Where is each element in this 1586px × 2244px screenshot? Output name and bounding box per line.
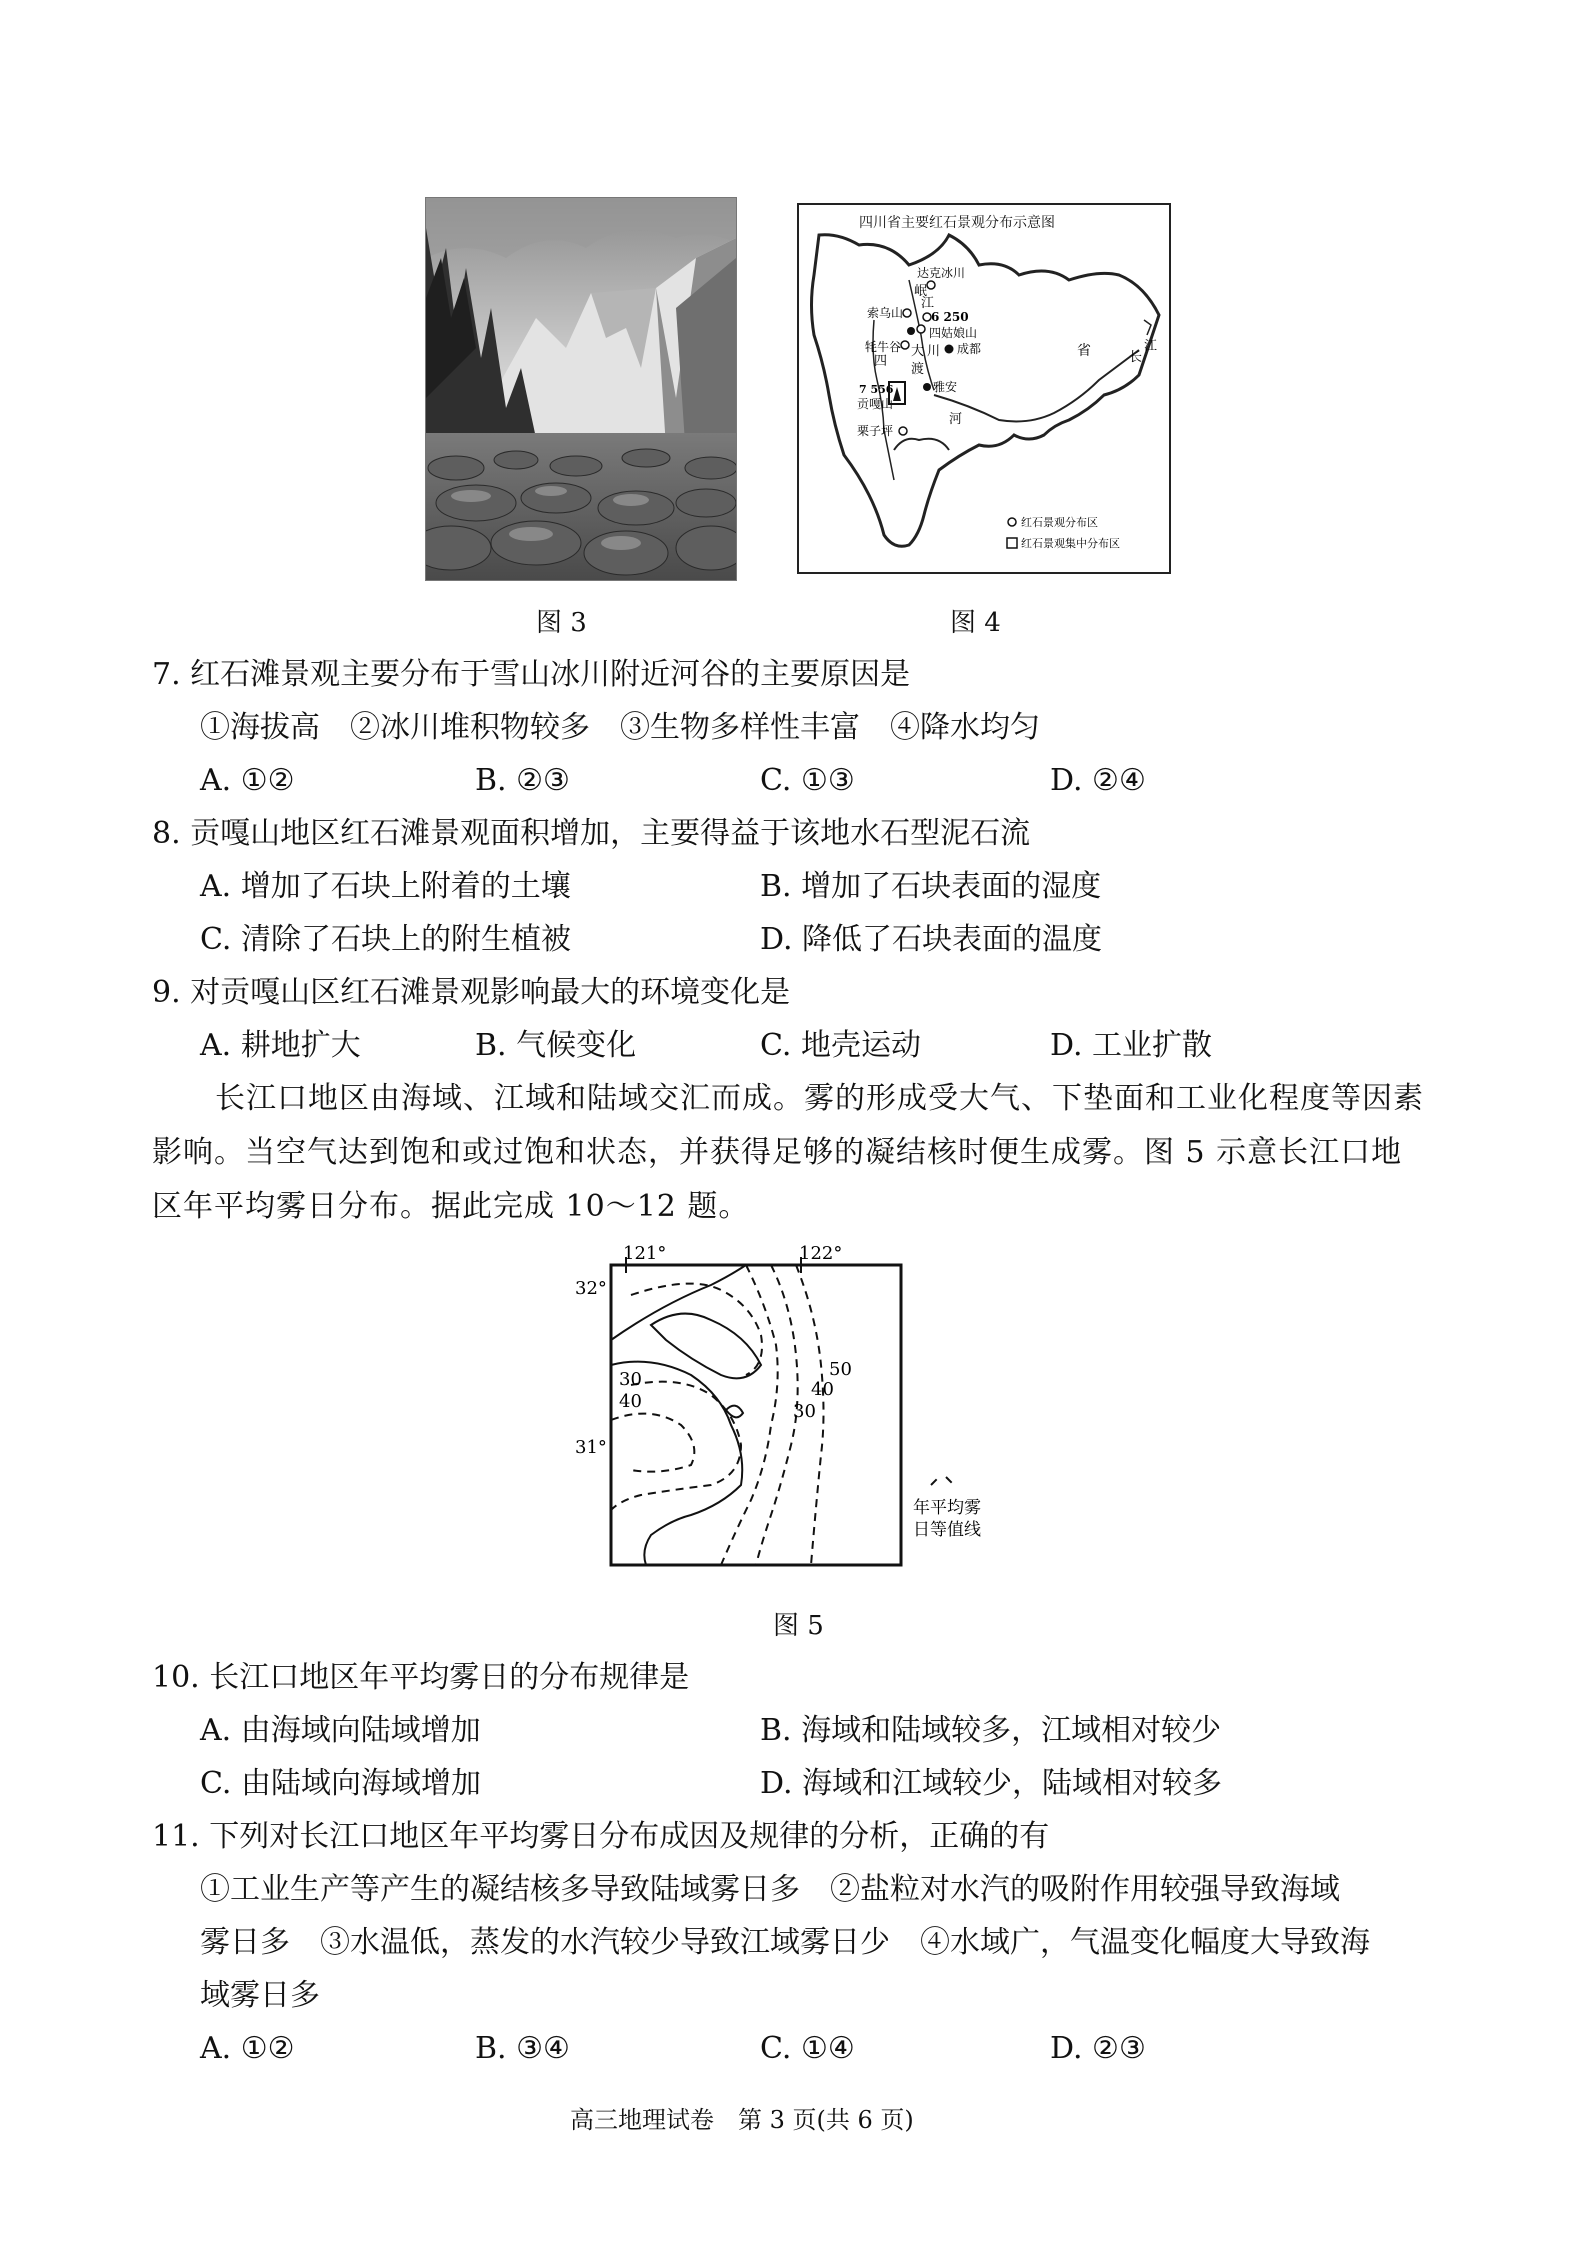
svg-text:长: 长 [1129,350,1143,365]
iso-label-40-west: 40 [619,1391,642,1412]
svg-text:省: 省 [1077,343,1091,359]
passage-line-1: 长江口地区由海域、江域和陆域交汇而成。雾的形成受大气、下垫面和工业化程度等因素 [215,1081,1424,1116]
mountain-riverbed-photo [426,198,736,580]
label-gonggashan: 贡嘎山 [857,397,894,411]
site-maoniugu-dot [901,341,909,349]
iso-label-50: 50 [829,1359,852,1380]
q9-option-c: C. 地壳运动 [760,1028,921,1063]
q11-line-3: 域雾日多 [200,1978,320,2013]
q8-option-d: D. 降低了石块表面的温度 [760,922,1103,957]
q8-stem: 8. 贡嘎山地区红石滩景观面积增加，主要得益于该地水石型泥石流 [152,816,1031,851]
lat-31: 31° [575,1437,607,1458]
q11-line-2: 雾日多 ③水温低，蒸发的水汽较少导致江域雾日少 ④水域广，气温变化幅度大导致海 [200,1925,1370,1960]
legend-dot-label: 红石景观分布区 [1021,516,1098,529]
svg-text:江: 江 [1144,339,1158,354]
passage-line-2: 影响。当空气达到饱和或过饱和状态，并获得足够的凝结核时便生成雾。图 5 示意长江口地 [152,1135,1403,1170]
q10-option-d: D. 海域和江域较少，陆域相对较多 [760,1766,1223,1801]
figure5-map [571,1245,1011,1580]
figure4-map [797,203,1171,574]
site-lizeping-dot [899,427,907,435]
isoline-inner-south [611,1414,694,1472]
iso-label-30-west: 30 [619,1369,642,1390]
map-title: 四川省主要红石景观分布示意图 [859,215,1055,231]
q7-option-b: B. ②③ [475,763,570,798]
passage-line-3: 区年平均雾日分布。据此完成 10～12 题。 [152,1189,750,1224]
label-suowushan: 索乌山 [867,306,904,320]
legend-dot-icon [1008,518,1016,526]
figure3-caption: 图 3 [536,608,587,638]
q7-option-a: A. ①② [200,763,295,798]
chengdu-dot [945,345,954,354]
legend-text-1: 年平均雾 [913,1498,981,1518]
q11-line-1: ①工业生产等产生的凝结核多导致陆域雾日多 ②盐粒对水汽的吸附作用较强导致海域 [200,1872,1340,1907]
lat-32: 32° [575,1278,607,1299]
q9-option-b: B. 气候变化 [475,1028,637,1063]
q7-option-c: C. ①③ [760,763,855,798]
label-chengdu: 成都 [957,342,982,356]
legend-box-icon [1007,538,1017,548]
yaan-dot [923,383,931,391]
label-dakebingchuan: 达克冰川 [917,266,966,280]
q10-stem: 10. 长江口地区年平均雾日的分布规律是 [152,1660,690,1695]
iso-label-40-east: 40 [811,1379,834,1400]
label-lizeping: 栗子坪 [857,424,894,438]
q9-stem: 9. 对贡嘎山区红石滩景观影响最大的环境变化是 [152,975,791,1010]
lon-122: 122° [799,1245,843,1264]
q8-option-b: B. 增加了石块表面的湿度 [760,869,1102,904]
q7-option-d: D. ②④ [1050,763,1146,798]
figure5-caption: 图 5 [773,1611,824,1641]
q11-option-b: B. ③④ [475,2031,570,2066]
page-footer: 高三地理试卷 第 3 页(共 6 页) [570,2106,914,2134]
svg-text:大: 大 [911,344,925,359]
fog-isoline-map-svg [571,1245,1011,1580]
coastline-north [611,1265,746,1340]
legend-text-2: 日等值线 [913,1520,981,1540]
figure4-caption: 图 4 [950,608,1001,638]
site-siguniang-dot [907,327,915,335]
q7-items: ①海拔高 ②冰川堆积物较多 ③生物多样性丰富 ④降水均匀 [200,710,1040,745]
svg-text:河: 河 [949,412,963,427]
site-peak-dot [923,313,931,321]
q10-option-c: C. 由陆域向海域增加 [200,1766,481,1801]
svg-text:江: 江 [921,296,935,311]
site-suowushan-dot [903,309,911,317]
label-peak-6250: 6 250 [931,310,969,324]
q8-option-a: A. 增加了石块上附着的土壤 [200,869,571,904]
label-peak-7556: 7 556 [859,383,894,396]
q11-option-d: D. ②③ [1050,2031,1146,2066]
legend-dash-sample [931,1477,954,1485]
isoline-40-east [756,1265,798,1565]
label-maoniugu: 牦牛谷 [865,340,902,354]
label-siguniangshan: 四姑娘山 [929,326,978,340]
yangtze-river [934,350,1139,421]
sichuan-map-svg [799,205,1169,572]
chongming-island [651,1314,761,1379]
svg-text:岷: 岷 [914,284,928,299]
q9-option-a: A. 耕地扩大 [200,1028,361,1063]
svg-text:渡: 渡 [911,362,925,377]
svg-text:四: 四 [874,354,888,369]
label-yaan: 雅安 [933,380,958,394]
legend-box-label: 红石景观集中分布区 [1021,537,1120,550]
lon-121: 121° [623,1245,667,1264]
site-dakebingchuan-dot [927,281,935,289]
q10-option-a: A. 由海域向陆域增加 [200,1713,481,1748]
q8-option-c: C. 清除了石块上的附生植被 [200,922,571,957]
figure3-photo [425,197,737,581]
q11-option-a: A. ①② [200,2031,295,2066]
q11-stem: 11. 下列对长江口地区年平均雾日分布成因及规律的分析，正确的有 [152,1819,1050,1854]
q11-option-c: C. ①④ [760,2031,855,2066]
svg-text:川: 川 [927,344,941,359]
q9-option-d: D. 工业扩散 [1050,1028,1213,1063]
q10-option-b: B. 海域和陆域较多，江域相对较少 [760,1713,1222,1748]
iso-label-30-east: 30 [793,1401,816,1422]
q7-stem: 7. 红石滩景观主要分布于雪山冰川附近河谷的主要原因是 [152,657,911,692]
